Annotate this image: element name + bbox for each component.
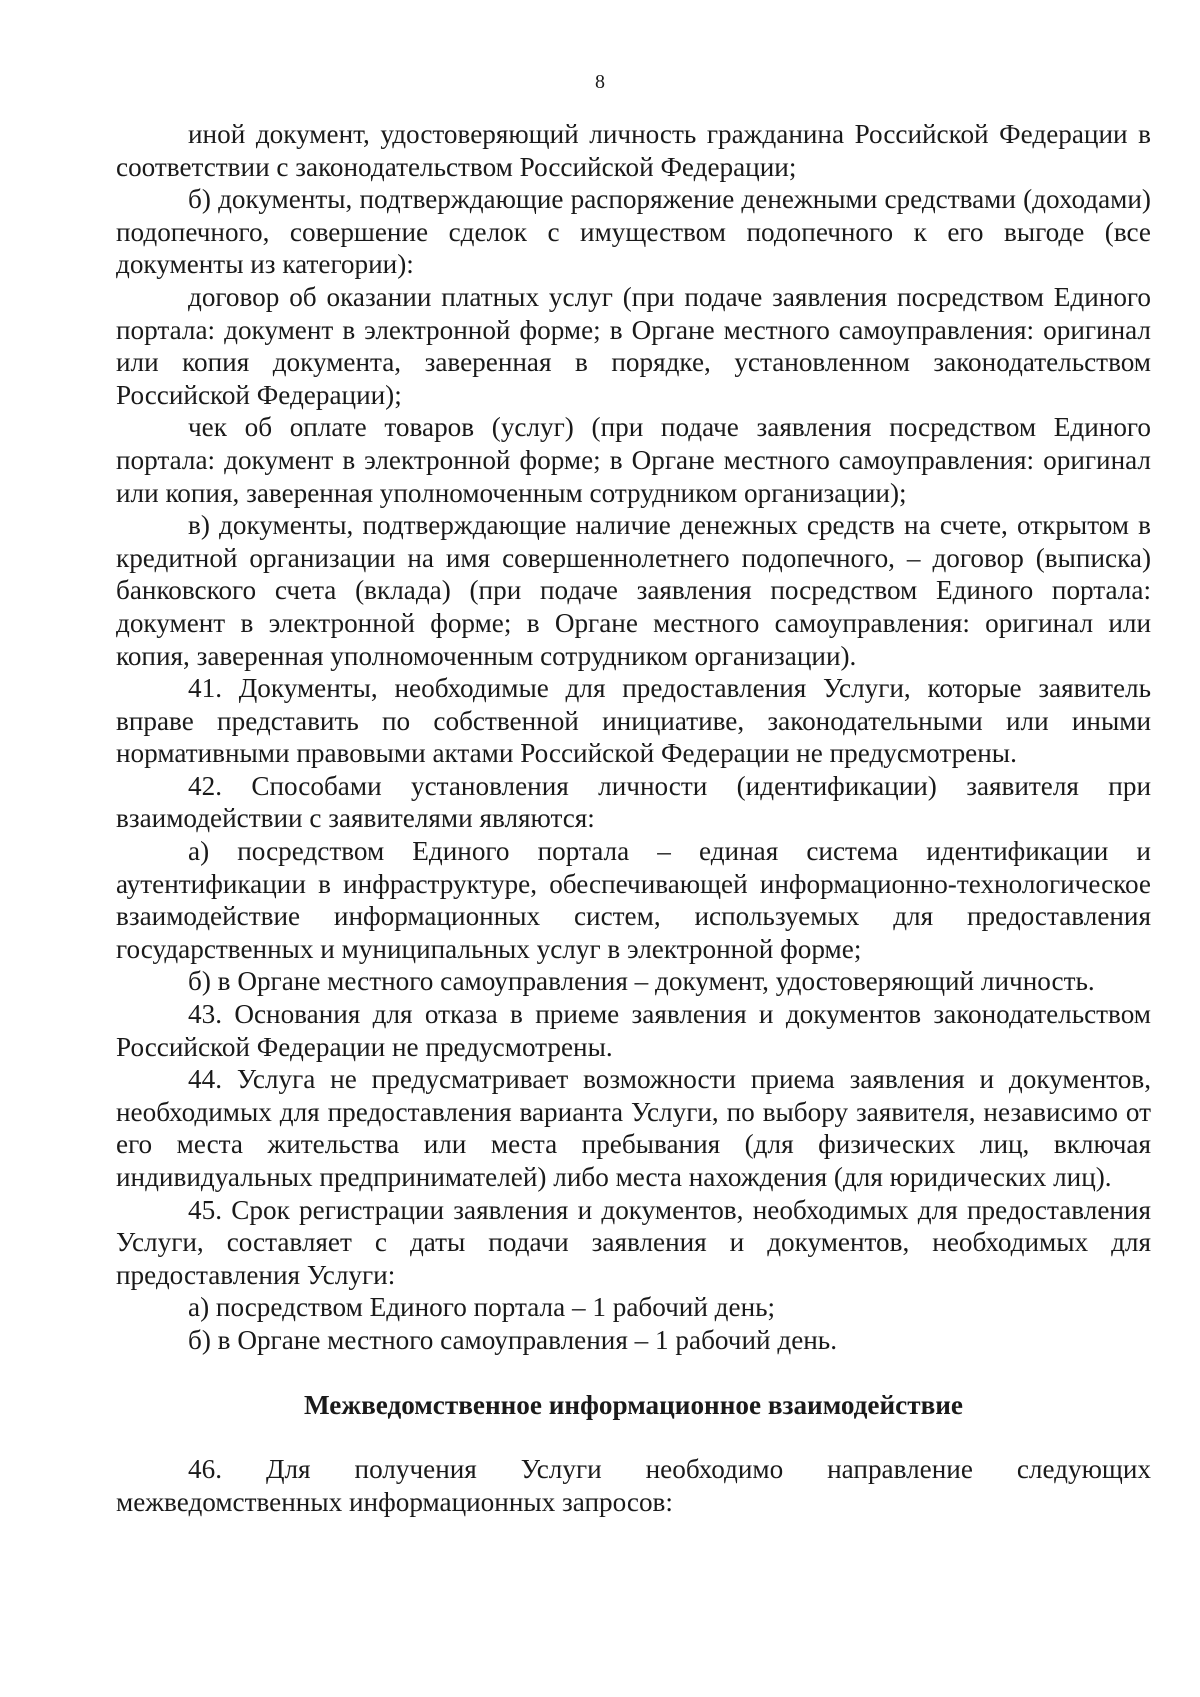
document-body — [116, 118, 1151, 1518]
paragraph-item-v-bank-account: в) документы, подтверждающие наличие денежных средств на счете, открытом в кредитной организации на имя совершеннолетнего подопечного, – договор (выписка) банковского счета (вклада) (при подаче заявления посредством Единого портала: документ в электронной форме; в Органе местного самоуправления: оригинал или копия, заверенная уполномоченным сотрудником организации). — [116, 510, 1151, 671]
paragraph-45-a: а) посредством Единого портала – 1 рабочий день; — [188, 1292, 776, 1323]
paragraph-42: 42. Способами установления личности (идентификации) заявителя при взаимодействии с заявителями являются: — [116, 770, 1151, 834]
page-number: 8 — [595, 71, 605, 93]
paragraph-42-b: б) в Органе местного самоуправления – документ, удостоверяющий личность. — [188, 966, 1095, 997]
paragraph-42-a: а) посредством Единого портала – единая система идентификации и аутентификации в инфраструктуре, обеспечивающей информационно-технологическое взаимодействие информационных систем, используемых для предоставления государственных и муниципальных услуг в электронной форме; — [116, 836, 1151, 964]
paragraph-id-document-continuation: иной документ, удостоверяющий личность гражданина Российской Федерации в соответствии с законодательством Российской Федерации; — [116, 119, 1151, 182]
paragraph-45: 45. Срок регистрации заявления и документов, необходимых для предоставления Услуги, составляет с даты подачи заявления и документов, необходимых для предоставления Услуги: — [116, 1194, 1151, 1290]
paragraph-item-b-documents: б) документы, подтверждающие распоряжение денежными средствами (доходами) подопечного, совершение сделок с имуществом подопечного к его выгоде (все документы из категории): — [116, 184, 1151, 280]
paragraph-46: 46. Для получения Услуги необходимо направление следующих межведомственных информационных запросов: — [116, 1454, 1151, 1517]
paragraph-45-b: б) в Органе местного самоуправления – 1 рабочий день. — [188, 1324, 838, 1355]
section-heading: Межведомственное информационное взаимодействие — [303, 1389, 964, 1420]
paragraph-payment-receipt: чек об оплате товаров (услуг) (при подаче заявления посредством Единого портала: документ в электронной форме; в Органе местного самоуправления: оригинал или копия, заверенная уполномоченным сотрудником организации); — [116, 412, 1151, 508]
paragraph-paid-services-contract: договор об оказании платных услуг (при подаче заявления посредством Единого портала: документ в электронной форме; в Органе местного самоуправления: оригинал или копия документа, заверенная в порядке, установленном законодательством Российской Федерации); — [116, 281, 1151, 410]
paragraph-44: 44. Услуга не предусматривает возможности приема заявления и документов, необходимых для предоставления варианта Услуги, по выбору заявителя, независимо от его места жительства или места пребывания (для физических лиц, включая индивидуальных предпринимателей) либо места нахождения (для юридических лиц). — [116, 1064, 1151, 1192]
paragraph-41: 41. Документы, необходимые для предоставления Услуги, которые заявитель вправе представить по собственной инициативе, законодательными или иными нормативными правовыми актами Российской Федерации не предусмотрены. — [116, 673, 1151, 769]
paragraph-43: 43. Основания для отказа в приеме заявления и документов законодательством Российской Федерации не предусмотрены. — [116, 999, 1151, 1062]
